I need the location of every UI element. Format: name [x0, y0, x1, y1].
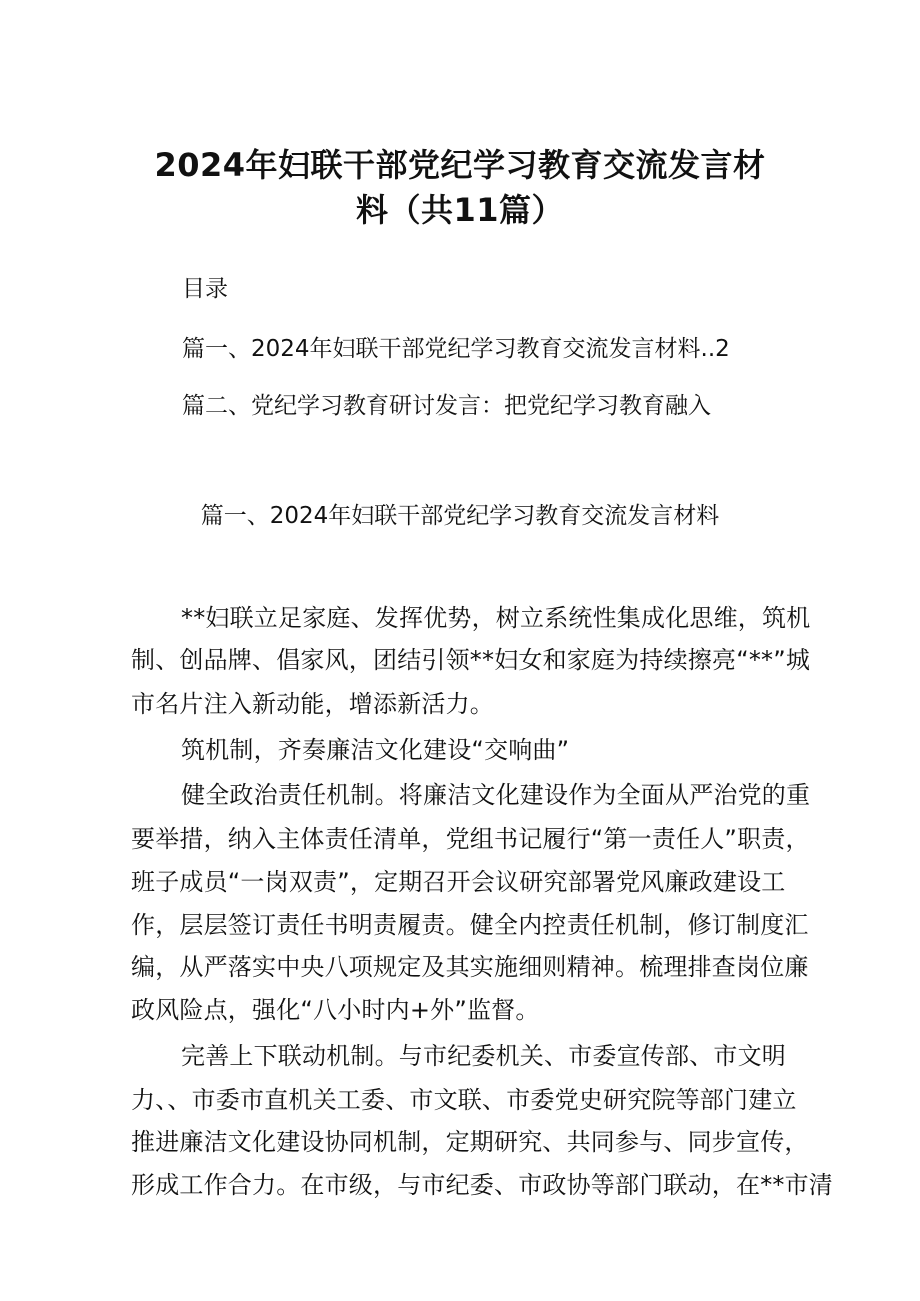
document-title-line-2: 料（共11篇） [355, 191, 565, 229]
toc-item-2[interactable]: 篇二、党纪学习教育研讨发言：把党纪学习教育融入 [182, 393, 711, 419]
body-line: 编，从严落实中央八项规定及其实施细则精神。梳理排查岗位廉 [131, 953, 809, 981]
body-line: 要举措，纳入主体责任清单，党组书记履行“第一责任人”职责， [131, 825, 810, 853]
body-line: **妇联立足家庭、发挥优势，树立系统性集成化思维，筑机 [181, 604, 811, 632]
body-line: 力、、市委市直机关工委、市文联、市委党史研究院等部门建立 [131, 1086, 797, 1114]
body-line: 市名片注入新动能，增添新活力。 [131, 690, 494, 718]
toc-item-1[interactable]: 篇一、2024年妇联干部党纪学习教育交流发言材料..2 [182, 336, 730, 362]
body-line: 政风险点，强化“八小时内+外”监督。 [131, 996, 540, 1024]
body-line: 完善上下联动机制。与市纪委机关、市委宣传部、市文明 [181, 1042, 786, 1070]
section-heading: 篇一、2024年妇联干部党纪学习教育交流发言材料 [200, 503, 720, 529]
toc-heading: 目录 [182, 276, 228, 302]
body-line: 形成工作合力。在市级，与市纪委、市政协等部门联动，在**市清 [131, 1171, 833, 1199]
body-line: 制、创品牌、倡家风，团结引领**妇女和家庭为持续擦亮“**”城 [131, 646, 811, 674]
body-line: 作，层层签订责任书明责履责。健全内控责任机制，修订制度汇 [131, 911, 809, 939]
body-line: 筑机制，齐奏廉洁文化建设“交响曲” [181, 736, 570, 764]
body-line: 推进廉洁文化建设协同机制，定期研究、共同参与、同步宣传， [131, 1128, 809, 1156]
body-line: 健全政治责任机制。将廉洁文化建设作为全面从严治党的重 [181, 781, 811, 809]
document-title-line-1: 2024年妇联干部党纪学习教育交流发言材 [154, 146, 766, 184]
body-line: 班子成员“一岗双责”，定期召开会议研究部署党风廉政建设工 [131, 868, 786, 896]
